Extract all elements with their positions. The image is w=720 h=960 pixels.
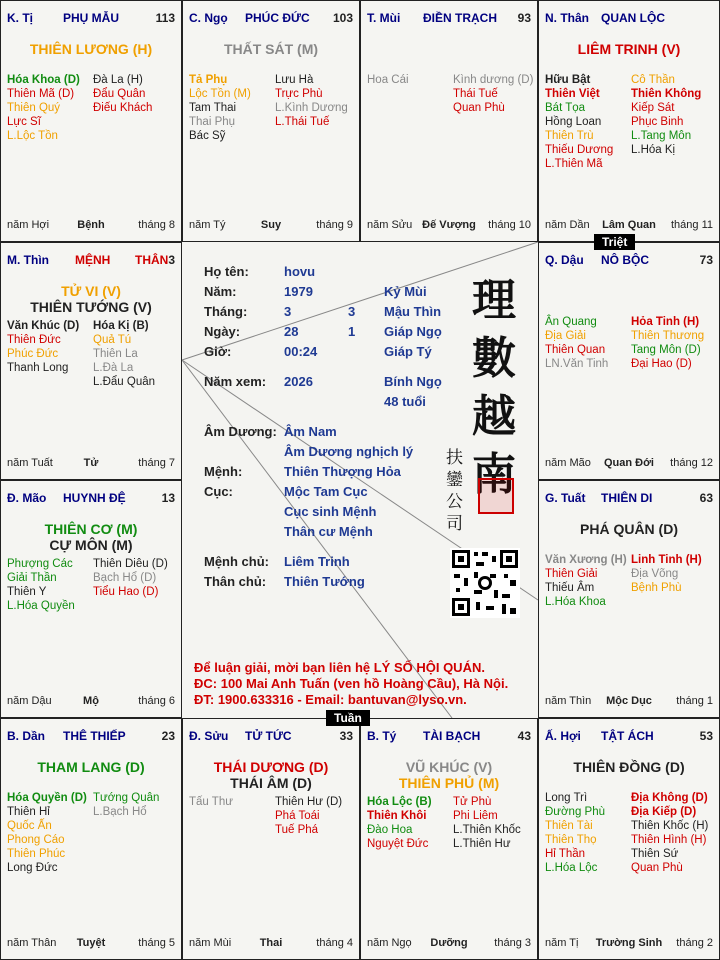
palace-name: PHÚC ĐỨC — [245, 11, 310, 25]
main-star: THÁI DƯƠNG (D) — [213, 759, 329, 775]
minor-star: Thiên Thọ — [545, 834, 597, 846]
minor-star: Bạch Hổ (D) — [93, 572, 157, 584]
star-column-left — [545, 73, 613, 171]
minor-star: Thiên Tài — [545, 820, 593, 832]
nam-value: 1979 — [284, 284, 313, 299]
palace-phase: Quan Đới — [604, 457, 654, 469]
minor-star: Quan Phù — [453, 102, 505, 114]
minor-star: Thiên Quý — [7, 102, 61, 114]
minor-star: Lưu Hà — [275, 74, 314, 86]
minor-star: Thiên Sứ — [631, 848, 679, 860]
star-column-right — [275, 795, 342, 837]
palace-ti — [0, 0, 182, 242]
palace-tuat — [538, 480, 720, 718]
minor-star: Giải Thần — [7, 572, 57, 584]
star-column-left — [545, 315, 608, 371]
palace-header — [545, 729, 713, 745]
minor-star: Hữu Bật — [545, 74, 591, 86]
palace-footer — [7, 695, 175, 709]
minor-star: Quả Tú — [93, 334, 132, 346]
minor-star: Lộc Tồn (M) — [189, 88, 251, 100]
palace-position: B. Dần — [7, 729, 46, 743]
palace-position: Q. Dậu — [545, 253, 584, 267]
minor-star: Hỏa Tinh (H) — [631, 316, 700, 328]
palace-month: tháng 9 — [316, 219, 353, 231]
minor-star: Phong Cáo — [7, 834, 65, 846]
star-column-right — [93, 73, 152, 115]
palace-footer — [545, 219, 713, 233]
gio-can-chi: Giáp Tý — [384, 344, 432, 359]
minor-star: Thiên Trù — [545, 130, 594, 142]
minor-star: Kiếp Sát — [631, 102, 675, 114]
star-column-right — [93, 557, 168, 599]
main-star: THAM LANG (D) — [37, 759, 145, 775]
star-column-right — [453, 73, 533, 115]
star-column-left — [367, 795, 432, 851]
palace-footer — [189, 219, 353, 233]
palace-age: 23 — [161, 729, 175, 743]
thang-can-chi: Mậu Thìn — [384, 304, 442, 319]
palace-header — [7, 253, 175, 269]
minor-star: L.Hóa Kị — [631, 144, 676, 156]
minor-star: Phá Toái — [275, 810, 320, 822]
palace-month: tháng 6 — [138, 695, 175, 707]
triet-tag: Triệt — [594, 234, 635, 250]
minor-star: Văn Khúc (D) — [7, 320, 80, 332]
minor-star: Địa Kiếp (D) — [631, 806, 697, 818]
palace-phase: Tuyệt — [76, 937, 106, 949]
minor-star: LN.Văn Tinh — [545, 358, 609, 370]
star-column-right — [631, 315, 704, 371]
minor-star: Thiên Diêu (D) — [93, 558, 168, 570]
palace-position: K. Tị — [7, 11, 33, 25]
star-column-right — [453, 795, 521, 851]
ngay-am-value: 1 — [348, 324, 356, 339]
qr-code-image — [450, 548, 520, 618]
cuc-value: Mộc Tam Cục — [284, 484, 368, 499]
minor-star: Lực Sĩ — [7, 116, 41, 128]
minor-star: Thiên Hình (H) — [631, 834, 707, 846]
palace-age: 3 — [168, 253, 175, 267]
palace-dan — [0, 718, 182, 960]
palace-name: TỬ TỨC — [245, 729, 292, 743]
palace-month: tháng 11 — [670, 219, 713, 231]
minor-star: Thiếu Dương — [545, 144, 614, 156]
palace-header — [7, 11, 175, 27]
palace-name: TÀI BẠCH — [423, 729, 481, 743]
minor-star: L.Thiên Khốc — [453, 824, 521, 836]
minor-star: Thái Tuế — [453, 88, 498, 100]
palace-age: 113 — [155, 11, 175, 25]
thang-am-value: 3 — [348, 304, 356, 319]
minor-star: Hóa Quyền (D) — [7, 792, 87, 804]
star-column-left — [545, 791, 605, 875]
palace-age: 103 — [332, 11, 353, 25]
palace-position: G. Tuất — [545, 491, 586, 505]
palace-year: năm Dần — [545, 219, 590, 231]
minor-star: L.Lộc Tồn — [7, 130, 58, 142]
minor-star: L.Hóa Khoa — [545, 596, 606, 608]
minor-star: Phi Liêm — [453, 810, 498, 822]
palace-year: năm Thìn — [545, 695, 592, 707]
minor-star: Hóa Kị (B) — [93, 320, 149, 332]
minor-star: Tang Môn (D) — [631, 344, 701, 356]
minor-star: L.Bạch Hổ — [93, 806, 147, 818]
cuc-value-2: Cục sinh Mệnh — [284, 504, 377, 519]
palace-year: năm Dậu — [7, 695, 52, 707]
palace-name: ĐIỀN TRẠCH — [423, 11, 497, 25]
minor-star: Thiên Việt — [545, 88, 600, 100]
main-star: THIÊN ĐỒNG (D) — [573, 759, 685, 775]
palace-footer — [545, 695, 713, 709]
minor-star: Phúc Đức — [7, 348, 59, 360]
palace-name: HUYNH ĐỆ — [63, 491, 126, 505]
minor-star: L.Thiên Mã — [545, 158, 603, 170]
star-column-right — [631, 73, 701, 157]
ngay-can-chi: Giáp Ngọ — [384, 324, 442, 339]
center-info-panel — [182, 242, 538, 718]
contact-line-3: ĐT: 1900.633316 - Email: bantuvan@lyso.vn. — [194, 692, 467, 707]
calligraphy-title: 理數越南 — [472, 275, 516, 500]
thang-label: Tháng: — [204, 304, 248, 319]
cuc-value-3: Thân cư Mệnh — [284, 524, 373, 539]
minor-star: Tử Phù — [453, 796, 492, 808]
palace-age: 33 — [339, 729, 353, 743]
minor-star: L.Hóa Lộc — [545, 862, 598, 874]
palace-phase: Lâm Quan — [602, 219, 656, 231]
palace-name: PHỤ MẪU — [63, 11, 119, 25]
minor-star: L.Thiên Hư — [453, 838, 511, 850]
minor-star: Thiên Không — [631, 88, 702, 100]
palace-mui — [360, 0, 538, 242]
minor-star: Địa Võng — [631, 568, 679, 580]
star-column-right — [631, 553, 702, 595]
menh-label: Mệnh: — [204, 464, 243, 479]
main-star: TỬ VI (V) — [61, 283, 121, 299]
minor-star: L.Kình Dương — [275, 102, 348, 114]
palace-header — [545, 11, 713, 27]
palace-age: 93 — [517, 11, 531, 25]
palace-name: MỆNH — [75, 253, 111, 267]
palace-phase: Tử — [83, 457, 99, 469]
palace-phase: Trường Sinh — [595, 937, 663, 949]
palace-name: THIÊN DI — [601, 491, 653, 505]
palace-year: năm Tý — [189, 219, 226, 231]
minor-star: Tam Thai — [189, 102, 237, 114]
palace-age: 53 — [699, 729, 713, 743]
minor-star: Tả Phụ — [189, 74, 228, 86]
palace-name: NÔ BỘC — [601, 253, 649, 267]
minor-star: Hoa Cái — [367, 74, 409, 86]
gio-value: 00:24 — [284, 344, 318, 359]
palace-phase: Mộ — [83, 695, 99, 707]
ngay-label: Ngày: — [204, 324, 241, 339]
palace-phase: Bệnh — [77, 219, 105, 231]
palace-header — [7, 491, 175, 507]
palace-phase: Mộc Dục — [606, 695, 652, 707]
minor-star: Thai Phụ — [189, 116, 236, 128]
palace-phase: Đế Vượng — [422, 219, 476, 231]
main-star: THIÊN TƯỚNG (V) — [30, 299, 152, 315]
palace-year: năm Mão — [545, 457, 591, 469]
main-star: THÁI ÂM (D) — [230, 775, 312, 791]
tuoi-value: 48 tuổi — [384, 394, 426, 409]
palace-position: N. Thân — [545, 11, 589, 25]
minor-star: Bệnh Phù — [631, 582, 682, 594]
nam-xem-can-chi: Bính Ngọ — [384, 374, 442, 389]
minor-star: Long Đức — [7, 862, 58, 874]
palace-month: tháng 5 — [138, 937, 175, 949]
palace-footer — [7, 457, 175, 471]
nam-xem-value: 2026 — [284, 374, 313, 389]
minor-star: Phục Binh — [631, 116, 684, 128]
minor-star: Long Trì — [545, 792, 588, 804]
minor-star: Đẩu Quân — [93, 88, 146, 100]
minor-star: Hồng Loan — [545, 116, 602, 128]
palace-header — [367, 11, 531, 27]
palace-position: Đ. Sửu — [189, 729, 229, 743]
nam-label: Năm: — [204, 284, 237, 299]
palace-position: C. Ngọ — [189, 11, 228, 25]
gio-label: Giờ: — [204, 344, 232, 359]
palace-year: năm Sửu — [367, 219, 413, 231]
nam-xem-label: Năm xem: — [204, 374, 267, 389]
palace-footer — [189, 937, 353, 951]
palace-month: tháng 8 — [138, 219, 175, 231]
minor-star: Hỉ Thần — [545, 848, 586, 860]
main-star: PHÁ QUÂN (D) — [580, 521, 678, 537]
star-column-left — [189, 73, 251, 143]
minor-star: Cô Thần — [631, 74, 675, 86]
palace-suu — [182, 718, 360, 960]
palace-month: tháng 3 — [494, 937, 531, 949]
palace-thin — [0, 242, 182, 480]
palace-header — [545, 253, 713, 269]
minor-star: Tướng Quân — [93, 792, 160, 804]
main-star: LIÊM TRINH (V) — [577, 41, 681, 57]
minor-star: Trực Phù — [275, 88, 323, 100]
palace-footer — [545, 937, 713, 951]
palace-position: Đ. Mão — [7, 491, 47, 505]
ho-ten-value: hovu — [284, 264, 316, 279]
palace-header — [189, 11, 353, 27]
ho-ten-label: Họ tên: — [204, 264, 249, 279]
star-column-left — [189, 795, 233, 809]
minor-star: Thiên Thương — [631, 330, 705, 342]
palace-header — [189, 729, 353, 745]
contact-line-1: Để luận giải, mời bạn liên hệ LÝ SỐ HỘI QUÁN. — [194, 660, 485, 675]
minor-star: Thanh Long — [7, 362, 69, 374]
minor-star: Linh Tinh (H) — [631, 554, 702, 566]
minor-star: Văn Xương (H) — [545, 554, 627, 566]
star-column-left — [7, 319, 79, 375]
star-column-right — [275, 73, 348, 129]
palace-year: năm Tị — [545, 937, 579, 949]
ngay-value: 28 — [284, 324, 299, 339]
minor-star: Thiên Y — [7, 586, 47, 598]
star-column-left — [545, 553, 627, 609]
palace-phase: Dưỡng — [430, 937, 468, 949]
thang-value: 3 — [284, 304, 292, 319]
palace-position: M. Thìn — [7, 253, 49, 267]
tuan-tag: Tuần — [326, 710, 370, 726]
palace-year: năm Ngọ — [367, 937, 412, 949]
star-column-left — [367, 73, 409, 87]
minor-star: Thiên Hỉ — [7, 806, 50, 818]
palace-month: tháng 2 — [676, 937, 713, 949]
palace-than_chi — [538, 0, 720, 242]
minor-star: Tấu Thư — [189, 796, 233, 808]
main-star: THIÊN LƯƠNG (H) — [29, 41, 153, 57]
minor-star: Hóa Khoa (D) — [7, 74, 80, 86]
minor-star: Thiên Giải — [545, 568, 598, 580]
am-duong-value-2: Âm Dương nghịch lý — [284, 444, 414, 459]
palace-footer — [7, 937, 175, 951]
palace-name: TẬT ÁCH — [601, 729, 654, 743]
palace-phase: Suy — [260, 219, 282, 231]
minor-star: Đại Hao (D) — [631, 358, 692, 370]
star-column-right — [93, 319, 155, 389]
am-duong-value: Âm Nam — [284, 424, 337, 439]
palace-position: Ấ. Hợi — [545, 729, 581, 743]
palace-header — [7, 729, 175, 745]
palace-month: tháng 12 — [670, 457, 713, 469]
minor-star: Kình dương (D) — [453, 74, 534, 86]
calligraphy-seal-text: 扶鑾公司 — [446, 448, 463, 534]
palace-year: năm Thân — [7, 937, 57, 949]
palace-position: B. Tý — [367, 729, 397, 743]
main-star: THẤT SÁT (M) — [223, 41, 319, 57]
menh-value: Thiên Thượng Hỏa — [284, 464, 401, 479]
palace-month: tháng 10 — [488, 219, 531, 231]
minor-star: Đà La (H) — [93, 74, 143, 86]
palace-dau — [538, 242, 720, 480]
than-chu-label: Thân chủ: — [204, 574, 267, 589]
star-column-right — [93, 791, 159, 819]
star-column-left — [7, 557, 75, 613]
main-star: THIÊN CƠ (M) — [44, 521, 138, 537]
palace-hoi — [538, 718, 720, 960]
palace-age: 63 — [699, 491, 713, 505]
minor-star: L.Thái Tuế — [275, 116, 330, 128]
palace-footer — [367, 219, 531, 233]
minor-star: Quan Phù — [631, 862, 683, 874]
star-column-left — [7, 73, 80, 143]
minor-star: Thiên Phúc — [7, 848, 66, 860]
minor-star: Điếu Khách — [93, 102, 153, 114]
than-chu-value: Thiên Tướng — [284, 574, 365, 589]
minor-star: L.Đà La — [93, 362, 134, 374]
minor-star: L.Tang Môn — [631, 130, 692, 142]
minor-star: Thiên Khốc (H) — [631, 820, 709, 832]
palace-name: THÊ THIẾP — [63, 729, 126, 743]
palace-footer — [7, 219, 175, 233]
palace-year: năm Tuất — [7, 457, 53, 469]
star-column-right — [631, 791, 708, 875]
star-column-left — [7, 791, 87, 875]
palace-phase: Thai — [259, 937, 283, 949]
minor-star: Địa Không (D) — [631, 792, 708, 804]
minor-star: Quốc Ấn — [7, 820, 52, 832]
palace-age: 43 — [517, 729, 531, 743]
minor-star: Ân Quang — [545, 316, 597, 328]
menh-chu-value: Liêm Trinh — [284, 554, 350, 569]
minor-star: Hóa Lộc (B) — [367, 796, 432, 808]
minor-star: Thiên Khôi — [367, 810, 427, 822]
palace-footer — [545, 457, 713, 471]
palace-year: năm Hợi — [7, 219, 50, 231]
cuc-label: Cục: — [204, 484, 233, 499]
minor-star: Đường Phù — [545, 806, 605, 818]
minor-star: Thiên La — [93, 348, 138, 360]
minor-star: Tuế Phá — [275, 824, 319, 836]
palace-age: 73 — [699, 253, 713, 267]
palace-age: 13 — [161, 491, 175, 505]
palace-header — [545, 491, 713, 507]
main-star: VŨ KHÚC (V) — [405, 759, 493, 775]
red-seal-stamp — [478, 478, 514, 514]
minor-star: Thiếu Âm — [545, 582, 595, 594]
minor-star: Tiểu Hao (D) — [93, 586, 159, 598]
minor-star: Địa Giải — [545, 330, 586, 342]
minor-star: L.Hóa Quyền — [7, 600, 75, 612]
main-star: CỰ MÔN (M) — [49, 537, 133, 553]
nam-can-chi: Kỷ Mùi — [384, 284, 427, 299]
palace-year: năm Mùi — [189, 937, 232, 949]
palace-ngo — [182, 0, 360, 242]
minor-star: Thiên Hư (D) — [275, 796, 343, 808]
minor-star: Bát Tọa — [545, 102, 586, 114]
minor-star: L.Đẩu Quân — [93, 376, 156, 388]
minor-star: Bác Sỹ — [189, 130, 226, 142]
palace-month: tháng 7 — [138, 457, 175, 469]
minor-star: Thiên Quan — [545, 344, 606, 356]
palace-month: tháng 1 — [676, 695, 713, 707]
palace-month: tháng 4 — [316, 937, 353, 949]
am-duong-label: Âm Dương: — [204, 424, 277, 439]
minor-star: Thiên Mã (D) — [7, 88, 75, 100]
minor-star: Phượng Các — [7, 558, 73, 570]
palace-footer — [367, 937, 531, 951]
main-star: THIÊN PHỦ (M) — [398, 775, 500, 791]
minor-star: Nguyệt Đức — [367, 838, 429, 850]
minor-star: Đào Hoa — [367, 824, 413, 836]
palace-mao — [0, 480, 182, 718]
palace-header — [367, 729, 531, 745]
contact-line-2: ĐC: 100 Mai Anh Tuấn (ven hồ Hoàng Cầu), Hà Nội. — [194, 676, 509, 691]
palace-name: QUAN LỘC — [601, 11, 665, 25]
palace-position: T. Mùi — [367, 11, 401, 25]
palace-name-secondary: THÂN — [135, 253, 169, 267]
menh-chu-label: Mệnh chủ: — [204, 554, 269, 569]
palace-ty — [360, 718, 538, 960]
minor-star: Thiên Đức — [7, 334, 61, 346]
